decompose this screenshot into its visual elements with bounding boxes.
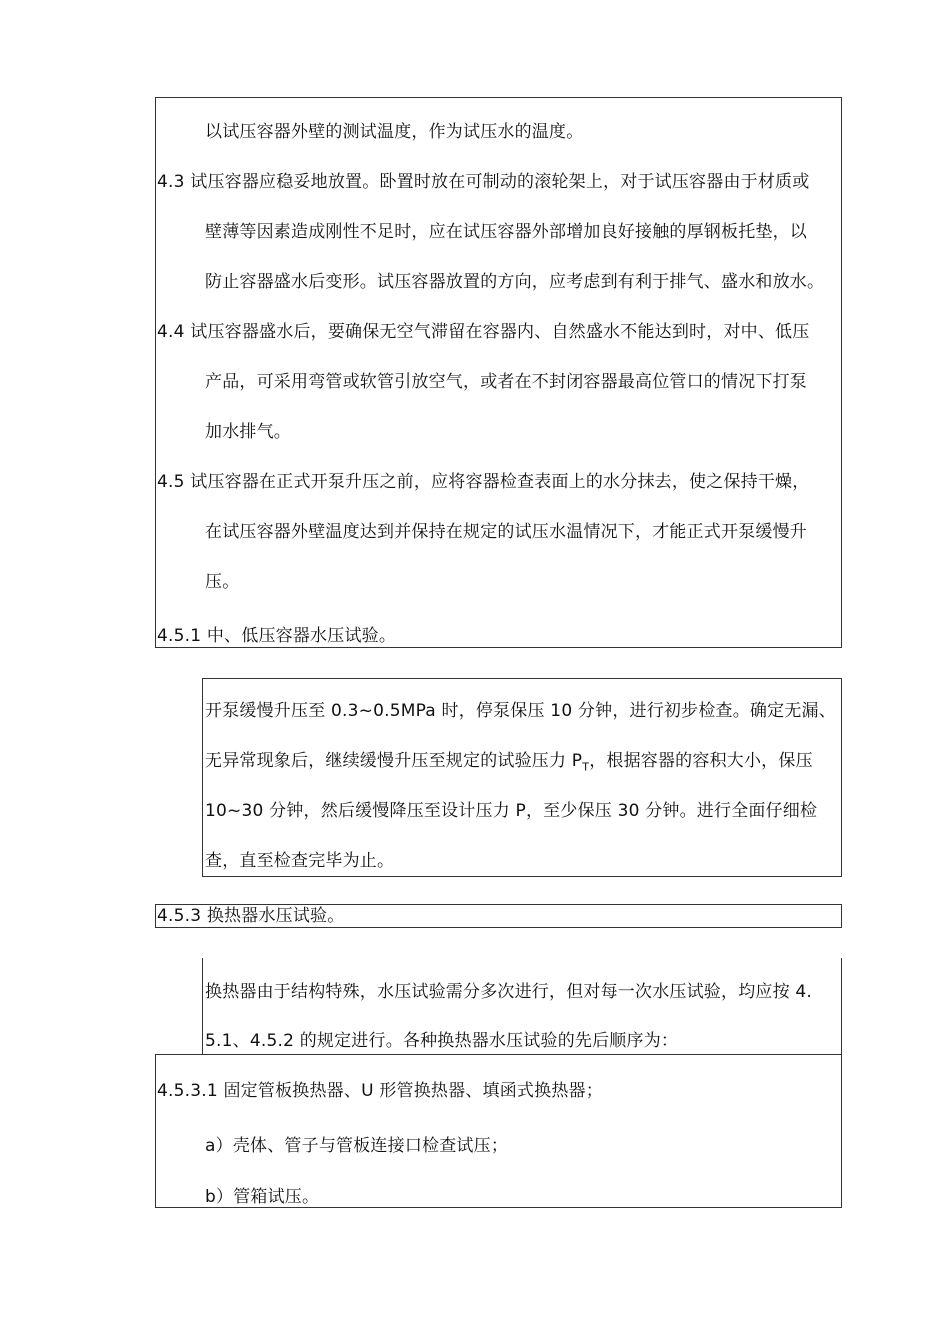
section-4-3-line-1: 4.3 试压容器应稳妥地放置。卧置时放在可制动的滚轮架上，对于试压容器由于材质或	[157, 172, 810, 192]
section-4-5-3-1-heading: 4.5.3.1 固定管板换热器、U 形管换热器、填函式换热器；	[157, 1081, 603, 1101]
section-box-4-5-3-1	[155, 1054, 842, 1208]
list-item-a: a）壳体、管子与管板连接口检查试压；	[205, 1136, 509, 1156]
divider	[841, 958, 842, 1055]
section-4-4-line-3: 加水排气。	[205, 422, 291, 442]
list-item-b: b）管箱试压。	[205, 1187, 320, 1207]
section-4-5-1-heading: 4.5.1 中、低压容器水压试验。	[157, 626, 397, 646]
body-line-2: 5.1、4.5.2 的规定进行。各种换热器水压试验的先后顺序为：	[205, 1031, 679, 1051]
section-4-5-line-3: 压。	[205, 572, 240, 592]
text-line: 以试压容器外壁的测试温度，作为试压水的温度。	[205, 122, 584, 142]
section-4-3-line-3: 防止容器盛水后变形。试压容器放置的方向，应考虑到有利于排气、盛水和放水。	[205, 272, 825, 292]
section-4-5-line-1: 4.5 试压容器在正式开泵升压之前，应将容器检查表面上的水分抹去，使之保持干燥，	[157, 472, 810, 492]
section-4-4-line-2: 产品，可采用弯管或软管引放空气，或者在不封闭容器最高位管口的情况下打泵	[205, 372, 807, 392]
body-line-3: 10~30 分钟，然后缓慢降压至设计压力 P，至少保压 30 分钟。进行全面仔细检	[205, 801, 818, 821]
section-4-3-line-2: 壁薄等因素造成刚性不足时，应在试压容器外部增加良好接触的厚钢板托垫，以	[205, 222, 807, 242]
body-line-1: 换热器由于结构特殊，水压试验需分多次进行，但对每一次水压试验，均应按 4.	[205, 982, 813, 1002]
section-4-5-line-2: 在试压容器外壁温度达到并保持在规定的试压水温情况下，才能正式开泵缓慢升	[205, 522, 807, 542]
divider	[202, 958, 203, 1055]
subscript-t: T	[582, 760, 590, 774]
body-line-4: 查，直至检查完毕为止。	[205, 851, 395, 871]
section-4-4-line-1: 4.4 试压容器盛水后，要确保无空气滞留在容器内、自然盛水不能达到时，对中、低压	[157, 322, 810, 342]
body-line-1: 开泵缓慢升压至 0.3~0.5MPa 时，停泵保压 10 分钟，进行初步检查。确定无漏、	[205, 701, 836, 721]
section-4-5-3-heading: 4.5.3 换热器水压试验。	[157, 906, 345, 926]
body-line-2: 无异常现象后，继续缓慢升压至规定的试验压力 $P_T$，根据容器的容积大小，保压	[205, 751, 813, 774]
